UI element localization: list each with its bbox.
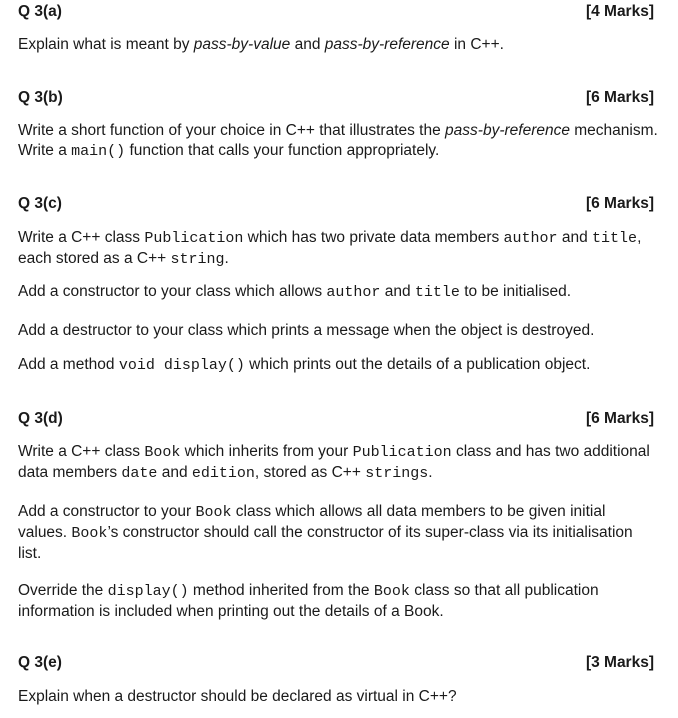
- question-3c-text-1: Write a C++ class Publication which has two private data members author and title, each stored as a C++ string.: [18, 229, 642, 268]
- question-3d-text-1: Write a C++ class Book which inherits from your Publication class and has two additional data members date and edition, stored as C++ strings.: [18, 443, 650, 482]
- question-number: Q 3(d): [18, 410, 63, 427]
- question-3c-text-2: Add a constructor to your class which allows author and title to be initialised.: [18, 283, 572, 301]
- question-3e-text: Explain when a destructor should be declared as virtual in C++?: [18, 688, 457, 705]
- question-header-3e: [18, 653, 654, 673]
- question-number: Q 3(c): [18, 195, 62, 212]
- question-3d-text-2: Add a constructor to your Book class which allows all data members to be given initial values. Book’s constructor should call the constructor of its super-class via its initialisation list.: [18, 503, 633, 562]
- question-header-3d: [18, 409, 654, 429]
- question-marks: [6 Marks]: [585, 89, 654, 106]
- question-3c-text-3: Add a destructor to your class which prints a message when the object is destroyed.: [18, 322, 595, 339]
- question-3d-text-3: Override the display() method inherited from the Book class so that all publication information is included when printing out the details of a Book.: [18, 582, 599, 620]
- question-marks: [3 Marks]: [585, 654, 654, 671]
- question-header-3b: [18, 88, 654, 108]
- question-number: Q 3(a): [18, 3, 62, 20]
- question-marks: [6 Marks]: [585, 410, 654, 427]
- question-3a-text: Explain what is meant by pass-by-value and pass-by-reference in C++.: [18, 36, 504, 53]
- question-3c-text-4: Add a method void display() which prints out the details of a publication object.: [18, 356, 591, 374]
- question-number: Q 3(e): [18, 654, 62, 671]
- question-marks: [4 Marks]: [585, 3, 654, 20]
- question-marks: [6 Marks]: [585, 195, 654, 212]
- question-number: Q 3(b): [18, 89, 63, 106]
- question-3b-text: Write a short function of your choice in C++ that illustrates the pass-by-reference mechanism. Write a main() function that calls your function appropriately.: [18, 122, 658, 160]
- question-header-3c: [18, 194, 654, 214]
- question-header-3a: [18, 2, 654, 22]
